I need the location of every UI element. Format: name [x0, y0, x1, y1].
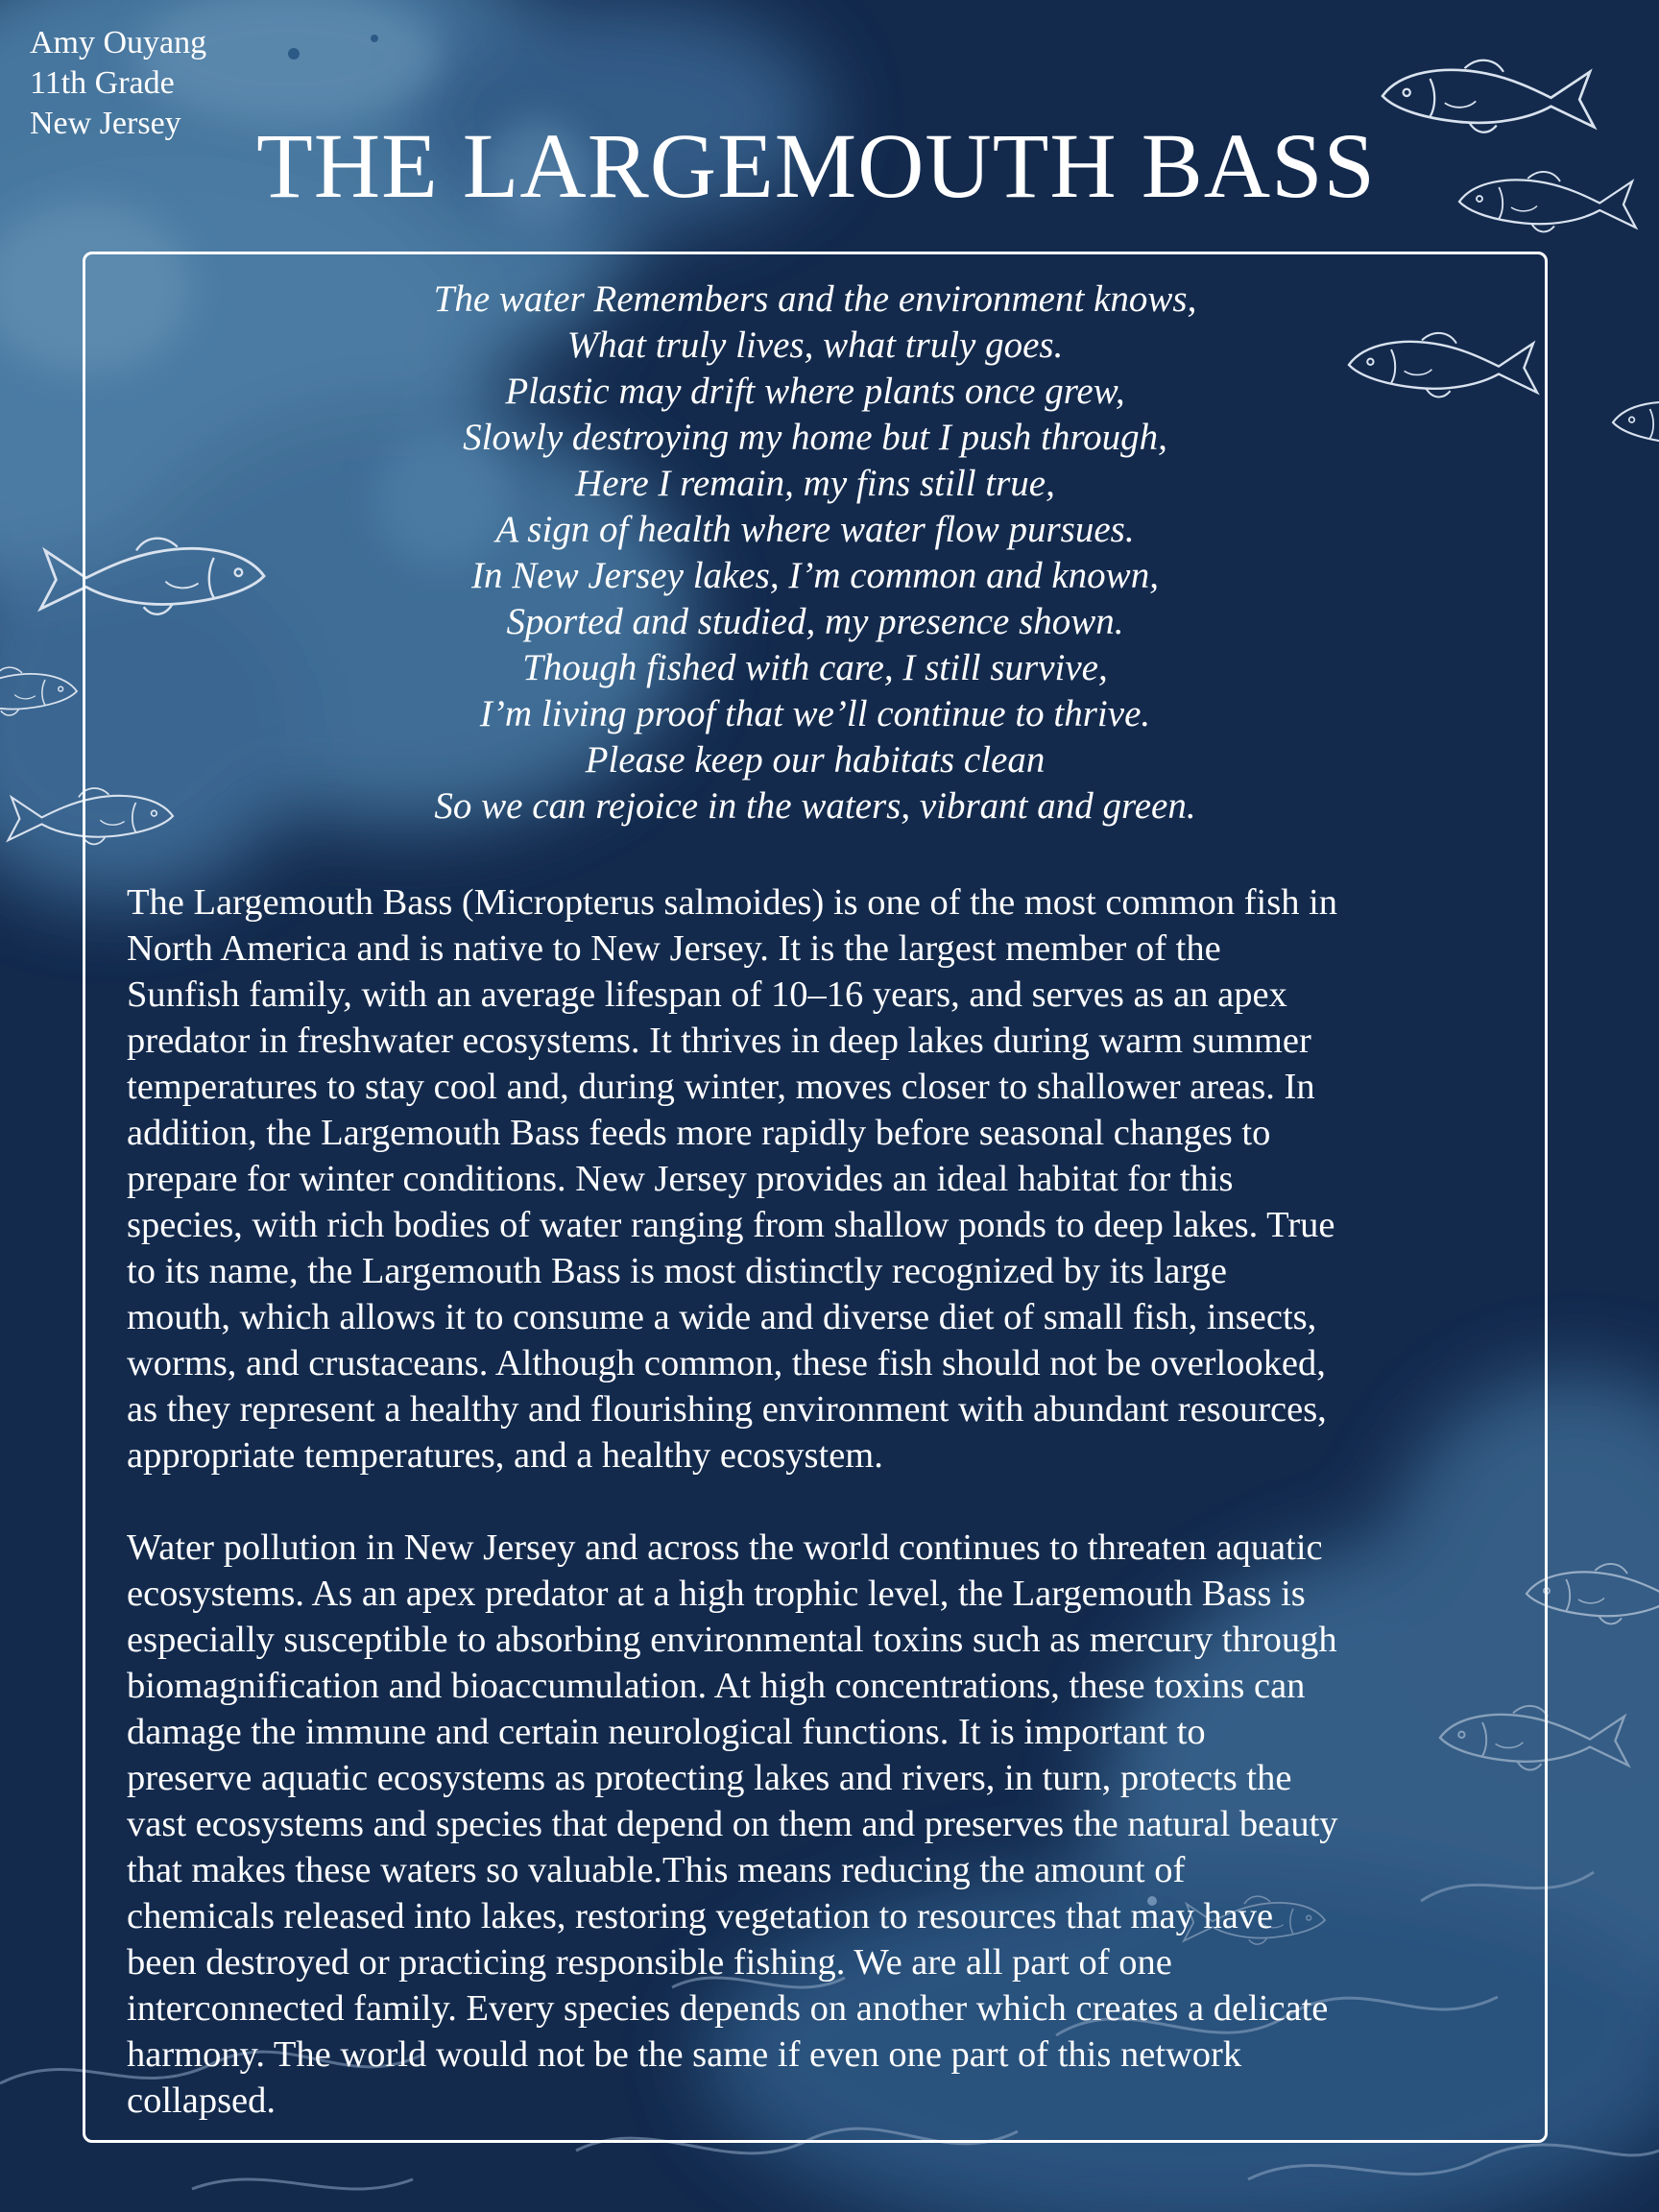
text-line: worms, and crustaceans. Although common, these fish should not be overlooked, [127, 1343, 1326, 1383]
text-line: especially susceptible to absorbing environmental toxins such as mercury through [127, 1620, 1337, 1660]
text-line: collapsed. [127, 2080, 276, 2121]
text-line: damage the immune and certain neurological functions. It is important to [127, 1712, 1206, 1752]
poem-line: In New Jersey lakes, I’m common and known, [471, 555, 1159, 596]
text-line: chemicals released into lakes, restoring vegetation to resources that may have [127, 1896, 1274, 1936]
poem-line: Sported and studied, my presence shown. [506, 601, 1124, 642]
text-line: ecosystems. As an apex predator at a high trophic level, the Largemouth Bass is [127, 1574, 1306, 1614]
text-line: interconnected family. Every species depends on another which creates a delicate [127, 1988, 1329, 2029]
text-line: biomagnification and bioaccumulation. At high concentrations, these toxins can [127, 1666, 1306, 1706]
text-line: to its name, the Largemouth Bass is most distinctly recognized by its large [127, 1251, 1227, 1291]
text-line: harmony. The world would not be the same if even one part of this network [127, 2034, 1242, 2075]
author-grade: 11th Grade [30, 65, 175, 101]
poem-line: The water Remembers and the environment knows, [433, 278, 1197, 320]
text-line: as they represent a healthy and flourishing environment with abundant resources, [127, 1389, 1327, 1430]
text-line: appropriate temperatures, and a healthy ecosystem. [127, 1435, 883, 1476]
text-line: vast ecosystems and species that depend on them and preserves the natural beauty [127, 1804, 1338, 1844]
text-line: preserve aquatic ecosystems as protecting lakes and rivers, in turn, protects the [127, 1758, 1292, 1798]
poem-line: Please keep our habitats clean [585, 739, 1046, 781]
text-line: Sunfish family, with an average lifespan of 10–16 years, and serves as an apex [127, 974, 1287, 1015]
poem-line: Though fished with care, I still survive, [522, 647, 1108, 688]
paragraph-pollution [127, 1525, 1528, 2124]
text-line: mouth, which allows it to consume a wide and diverse diet of small fish, insects, [127, 1297, 1317, 1337]
paragraph-habitat [127, 879, 1528, 1479]
text-line: temperatures to stay cool and, during winter, moves closer to shallower areas. In [127, 1067, 1315, 1107]
poem-line: What truly lives, what truly goes. [566, 325, 1064, 366]
poem [83, 276, 1548, 830]
poem-line: Here I remain, my fins still true, [575, 463, 1055, 504]
text-line: predator in freshwater ecosystems. It thrives in deep lakes during warm summer [127, 1021, 1311, 1061]
text-line: Water pollution in New Jersey and across the world continues to threaten aquatic [127, 1527, 1323, 1568]
author-state: New Jersey [30, 106, 181, 141]
page-title: THE LARGEMOUTH BASS [256, 114, 1376, 217]
text-line: prepare for winter conditions. New Jersey provides an ideal habitat for this [127, 1159, 1234, 1199]
text-line: species, with rich bodies of water ranging from shallow ponds to deep lakes. True [127, 1205, 1335, 1245]
text-line: that makes these waters so valuable.This means reducing the amount of [127, 1850, 1186, 1890]
text-line: been destroyed or practicing responsible fishing. We are all part of one [127, 1942, 1172, 1983]
text-line: addition, the Largemouth Bass feeds more rapidly before seasonal changes to [127, 1113, 1271, 1153]
author-name: Amy Ouyang [30, 25, 207, 60]
poem-line: So we can rejoice in the waters, vibrant and green. [434, 785, 1196, 827]
text-line: North America and is native to New Jersey. It is the largest member of the [127, 928, 1221, 969]
text-line: The Largemouth Bass (Micropterus salmoides) is one of the most common fish in [127, 882, 1338, 923]
poem-line: I’m living proof that we’ll continue to thrive. [479, 693, 1151, 734]
poem-line: Plastic may drift where plants once grew, [505, 371, 1125, 412]
poem-line: A sign of health where water flow pursues. [495, 509, 1135, 550]
poem-line: Slowly destroying my home but I push through, [463, 417, 1167, 458]
